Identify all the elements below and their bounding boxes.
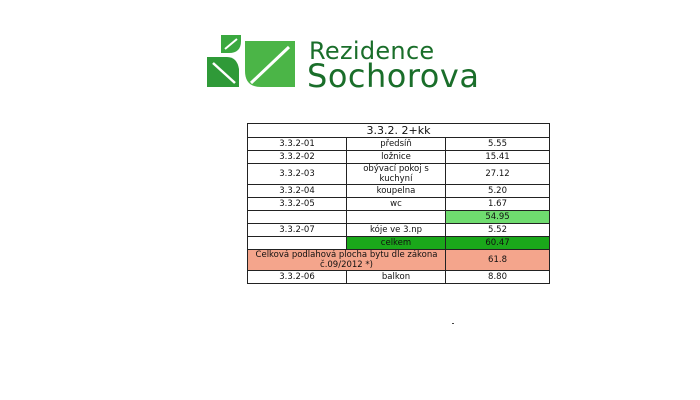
empty-cell — [248, 237, 347, 250]
room-code: 3.3.2-03 — [248, 164, 347, 185]
table-row — [248, 185, 550, 198]
room-area: 5.52 — [446, 224, 550, 237]
balcony-row — [248, 271, 550, 284]
total-label: celkem — [347, 237, 446, 250]
room-area: 5.20 — [446, 185, 550, 198]
total-row — [248, 237, 550, 250]
table-row — [248, 164, 550, 185]
room-area: 5.55 — [446, 138, 550, 151]
room-code: 3.3.2-04 — [248, 185, 347, 198]
logo — [207, 31, 537, 93]
room-area: 15.41 — [446, 151, 550, 164]
area-table — [247, 123, 550, 284]
room-name: wc — [347, 198, 446, 211]
table-row — [248, 151, 550, 164]
legal-area-label: Celková podlahová plocha bytu dle zákona č.09/2012 *) — [248, 250, 446, 271]
room-code: 3.3.2-01 — [248, 138, 347, 151]
room-name: koupelna — [347, 185, 446, 198]
storage-row — [248, 224, 550, 237]
legal-area-value: 61.8 — [446, 250, 550, 271]
room-area: 8.80 — [446, 271, 550, 284]
leaf-logo-icon — [207, 31, 295, 89]
logo-line-1: Rezidence — [309, 37, 435, 65]
room-name: obývací pokoj s kuchyní — [347, 164, 446, 185]
room-area: 27.12 — [446, 164, 550, 185]
stray-mark — [452, 323, 454, 324]
total-area: 60.47 — [446, 237, 550, 250]
room-code: 3.3.2-07 — [248, 224, 347, 237]
room-name: předsíň — [347, 138, 446, 151]
empty-cell — [347, 211, 446, 224]
room-name: balkon — [347, 271, 446, 284]
table-row — [248, 138, 550, 151]
subtotal-area: 54.95 — [446, 211, 550, 224]
table-title: 3.3.2. 2+kk — [248, 124, 550, 138]
subtotal-row — [248, 211, 550, 224]
logo-line-2: Sochorova — [307, 57, 480, 95]
room-name: ložnice — [347, 151, 446, 164]
table-row — [248, 198, 550, 211]
room-area: 1.67 — [446, 198, 550, 211]
room-name: kóje ve 3.np — [347, 224, 446, 237]
table-title-row — [248, 124, 550, 138]
empty-cell — [248, 211, 347, 224]
room-code: 3.3.2-02 — [248, 151, 347, 164]
room-code: 3.3.2-06 — [248, 271, 347, 284]
room-code: 3.3.2-05 — [248, 198, 347, 211]
legal-area-row — [248, 250, 550, 271]
